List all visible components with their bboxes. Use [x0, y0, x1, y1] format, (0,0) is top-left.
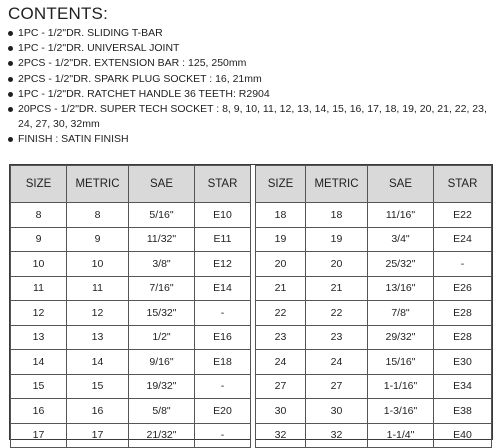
cell-size: 13 [11, 325, 67, 350]
table-row [11, 350, 492, 375]
contents-item [8, 41, 496, 56]
cell-size: 20 [256, 252, 306, 277]
size-table [10, 165, 492, 448]
header-sae: SAE [368, 166, 434, 203]
cell-sae: 1-3/16" [368, 399, 434, 424]
cell-metric: 16 [67, 399, 129, 424]
table-row [11, 252, 492, 277]
cell-size: 17 [11, 423, 67, 448]
cell-size: 22 [256, 301, 306, 326]
bullet-icon [8, 107, 13, 112]
contents-title: CONTENTS: [8, 4, 109, 23]
contents-list [8, 26, 496, 148]
header-star: STAR [434, 166, 492, 203]
table-body [11, 203, 492, 448]
header-star: STAR [195, 166, 251, 203]
cell-size: 24 [256, 350, 306, 375]
contents-item [8, 87, 496, 102]
cell-sae: 1-1/4" [368, 423, 434, 448]
cell-sae: 15/32" [129, 301, 195, 326]
cell-metric: 30 [306, 399, 368, 424]
cell-sae: 1/2" [129, 325, 195, 350]
cell-star: - [195, 374, 251, 399]
cell-star: E38 [434, 399, 492, 424]
cell-sae: 19/32" [129, 374, 195, 399]
cell-metric: 23 [306, 325, 368, 350]
cell-star: - [195, 301, 251, 326]
cell-sae: 9/16" [129, 350, 195, 375]
cell-sae: 7/16" [129, 276, 195, 301]
cell-star: E14 [195, 276, 251, 301]
bullet-icon [8, 46, 13, 51]
cell-star: E10 [195, 203, 251, 228]
header-metric: METRIC [306, 166, 368, 203]
cell-sae: 5/16" [129, 203, 195, 228]
cell-size: 30 [256, 399, 306, 424]
cell-star: E34 [434, 374, 492, 399]
contents-item-text: 1PC - 1/2"DR. RATCHET HANDLE 36 TEETH: R2904 [18, 87, 270, 100]
cell-sae: 3/8" [129, 252, 195, 277]
cell-metric: 22 [306, 301, 368, 326]
bullet-icon [8, 137, 13, 142]
header-sae: SAE [129, 166, 195, 203]
cell-star: E26 [434, 276, 492, 301]
size-table-frame [9, 164, 493, 440]
bullet-icon [8, 77, 13, 82]
contents-item [8, 102, 496, 132]
cell-metric: 9 [67, 227, 129, 252]
cell-metric: 32 [306, 423, 368, 448]
cell-star: E11 [195, 227, 251, 252]
cell-metric: 11 [67, 276, 129, 301]
cell-sae: 11/32" [129, 227, 195, 252]
cell-star: E22 [434, 203, 492, 228]
cell-star: E16 [195, 325, 251, 350]
contents-item-text: 20PCS - 1/2"DR. SUPER TECH SOCKET : 8, 9, 10, 11, 12, 13, 14, 15, 16, 17, 18, 19, 20, 21, 22, 23, 24, 27, 30, 32mm [18, 103, 487, 131]
header-metric: METRIC [67, 166, 129, 203]
cell-sae: 3/4" [368, 227, 434, 252]
cell-size: 32 [256, 423, 306, 448]
table-row [11, 301, 492, 326]
cell-star: E18 [195, 350, 251, 375]
cell-metric: 21 [306, 276, 368, 301]
cell-sae: 25/32" [368, 252, 434, 277]
cell-star: E28 [434, 301, 492, 326]
cell-size: 9 [11, 227, 67, 252]
contents-item [8, 132, 496, 147]
contents-item [8, 56, 496, 71]
bullet-icon [8, 92, 13, 97]
cell-sae: 13/16" [368, 276, 434, 301]
cell-size: 10 [11, 252, 67, 277]
contents-item [8, 26, 496, 41]
cell-size: 12 [11, 301, 67, 326]
cell-size: 15 [11, 374, 67, 399]
header-size: SIZE [11, 166, 67, 203]
table-row [11, 399, 492, 424]
cell-sae: 29/32" [368, 325, 434, 350]
cell-sae: 1-1/16" [368, 374, 434, 399]
cell-size: 16 [11, 399, 67, 424]
cell-metric: 18 [306, 203, 368, 228]
cell-metric: 17 [67, 423, 129, 448]
cell-size: 27 [256, 374, 306, 399]
table-row [11, 325, 492, 350]
cell-size: 21 [256, 276, 306, 301]
header-size: SIZE [256, 166, 306, 203]
cell-size: 23 [256, 325, 306, 350]
cell-sae: 5/8" [129, 399, 195, 424]
cell-star: E30 [434, 350, 492, 375]
cell-size: 19 [256, 227, 306, 252]
table-row [11, 374, 492, 399]
bullet-icon [8, 31, 13, 36]
cell-star: E20 [195, 399, 251, 424]
contents-item [8, 72, 496, 87]
contents-item-text: 1PC - 1/2"DR. UNIVERSAL JOINT [18, 42, 180, 55]
cell-size: 14 [11, 350, 67, 375]
contents-item-text: 1PC - 1/2"DR. SLIDING T-BAR [18, 27, 163, 39]
table-row [11, 203, 492, 228]
cell-sae: 11/16" [368, 203, 434, 228]
cell-metric: 10 [67, 252, 129, 277]
table-row [11, 423, 492, 448]
cell-star: E28 [434, 325, 492, 350]
contents-item-text: 2PCS - 1/2"DR. EXTENSION BAR : 125, 250mm [18, 57, 247, 70]
cell-sae: 21/32" [129, 423, 195, 448]
cell-metric: 20 [306, 252, 368, 277]
cell-star: E12 [195, 252, 251, 277]
table-header-row [11, 166, 492, 203]
cell-star: E24 [434, 227, 492, 252]
cell-metric: 27 [306, 374, 368, 399]
cell-metric: 12 [67, 301, 129, 326]
cell-sae: 15/16" [368, 350, 434, 375]
table-row [11, 276, 492, 301]
table-row [11, 227, 492, 252]
bullet-icon [8, 61, 13, 66]
cell-metric: 19 [306, 227, 368, 252]
contents-item-text: 2PCS - 1/2"DR. SPARK PLUG SOCKET : 16, 21mm [18, 72, 262, 85]
cell-size: 8 [11, 203, 67, 228]
cell-sae: 7/8" [368, 301, 434, 326]
cell-metric: 15 [67, 374, 129, 399]
contents-item-text: FINISH : SATIN FINISH [18, 133, 129, 146]
cell-metric: 13 [67, 325, 129, 350]
cell-star: - [195, 423, 251, 448]
cell-metric: 24 [306, 350, 368, 375]
cell-metric: 8 [67, 203, 129, 228]
cell-metric: 14 [67, 350, 129, 375]
cell-star: - [434, 252, 492, 277]
cell-star: E40 [434, 423, 492, 448]
cell-size: 18 [256, 203, 306, 228]
cell-size: 11 [11, 276, 67, 301]
